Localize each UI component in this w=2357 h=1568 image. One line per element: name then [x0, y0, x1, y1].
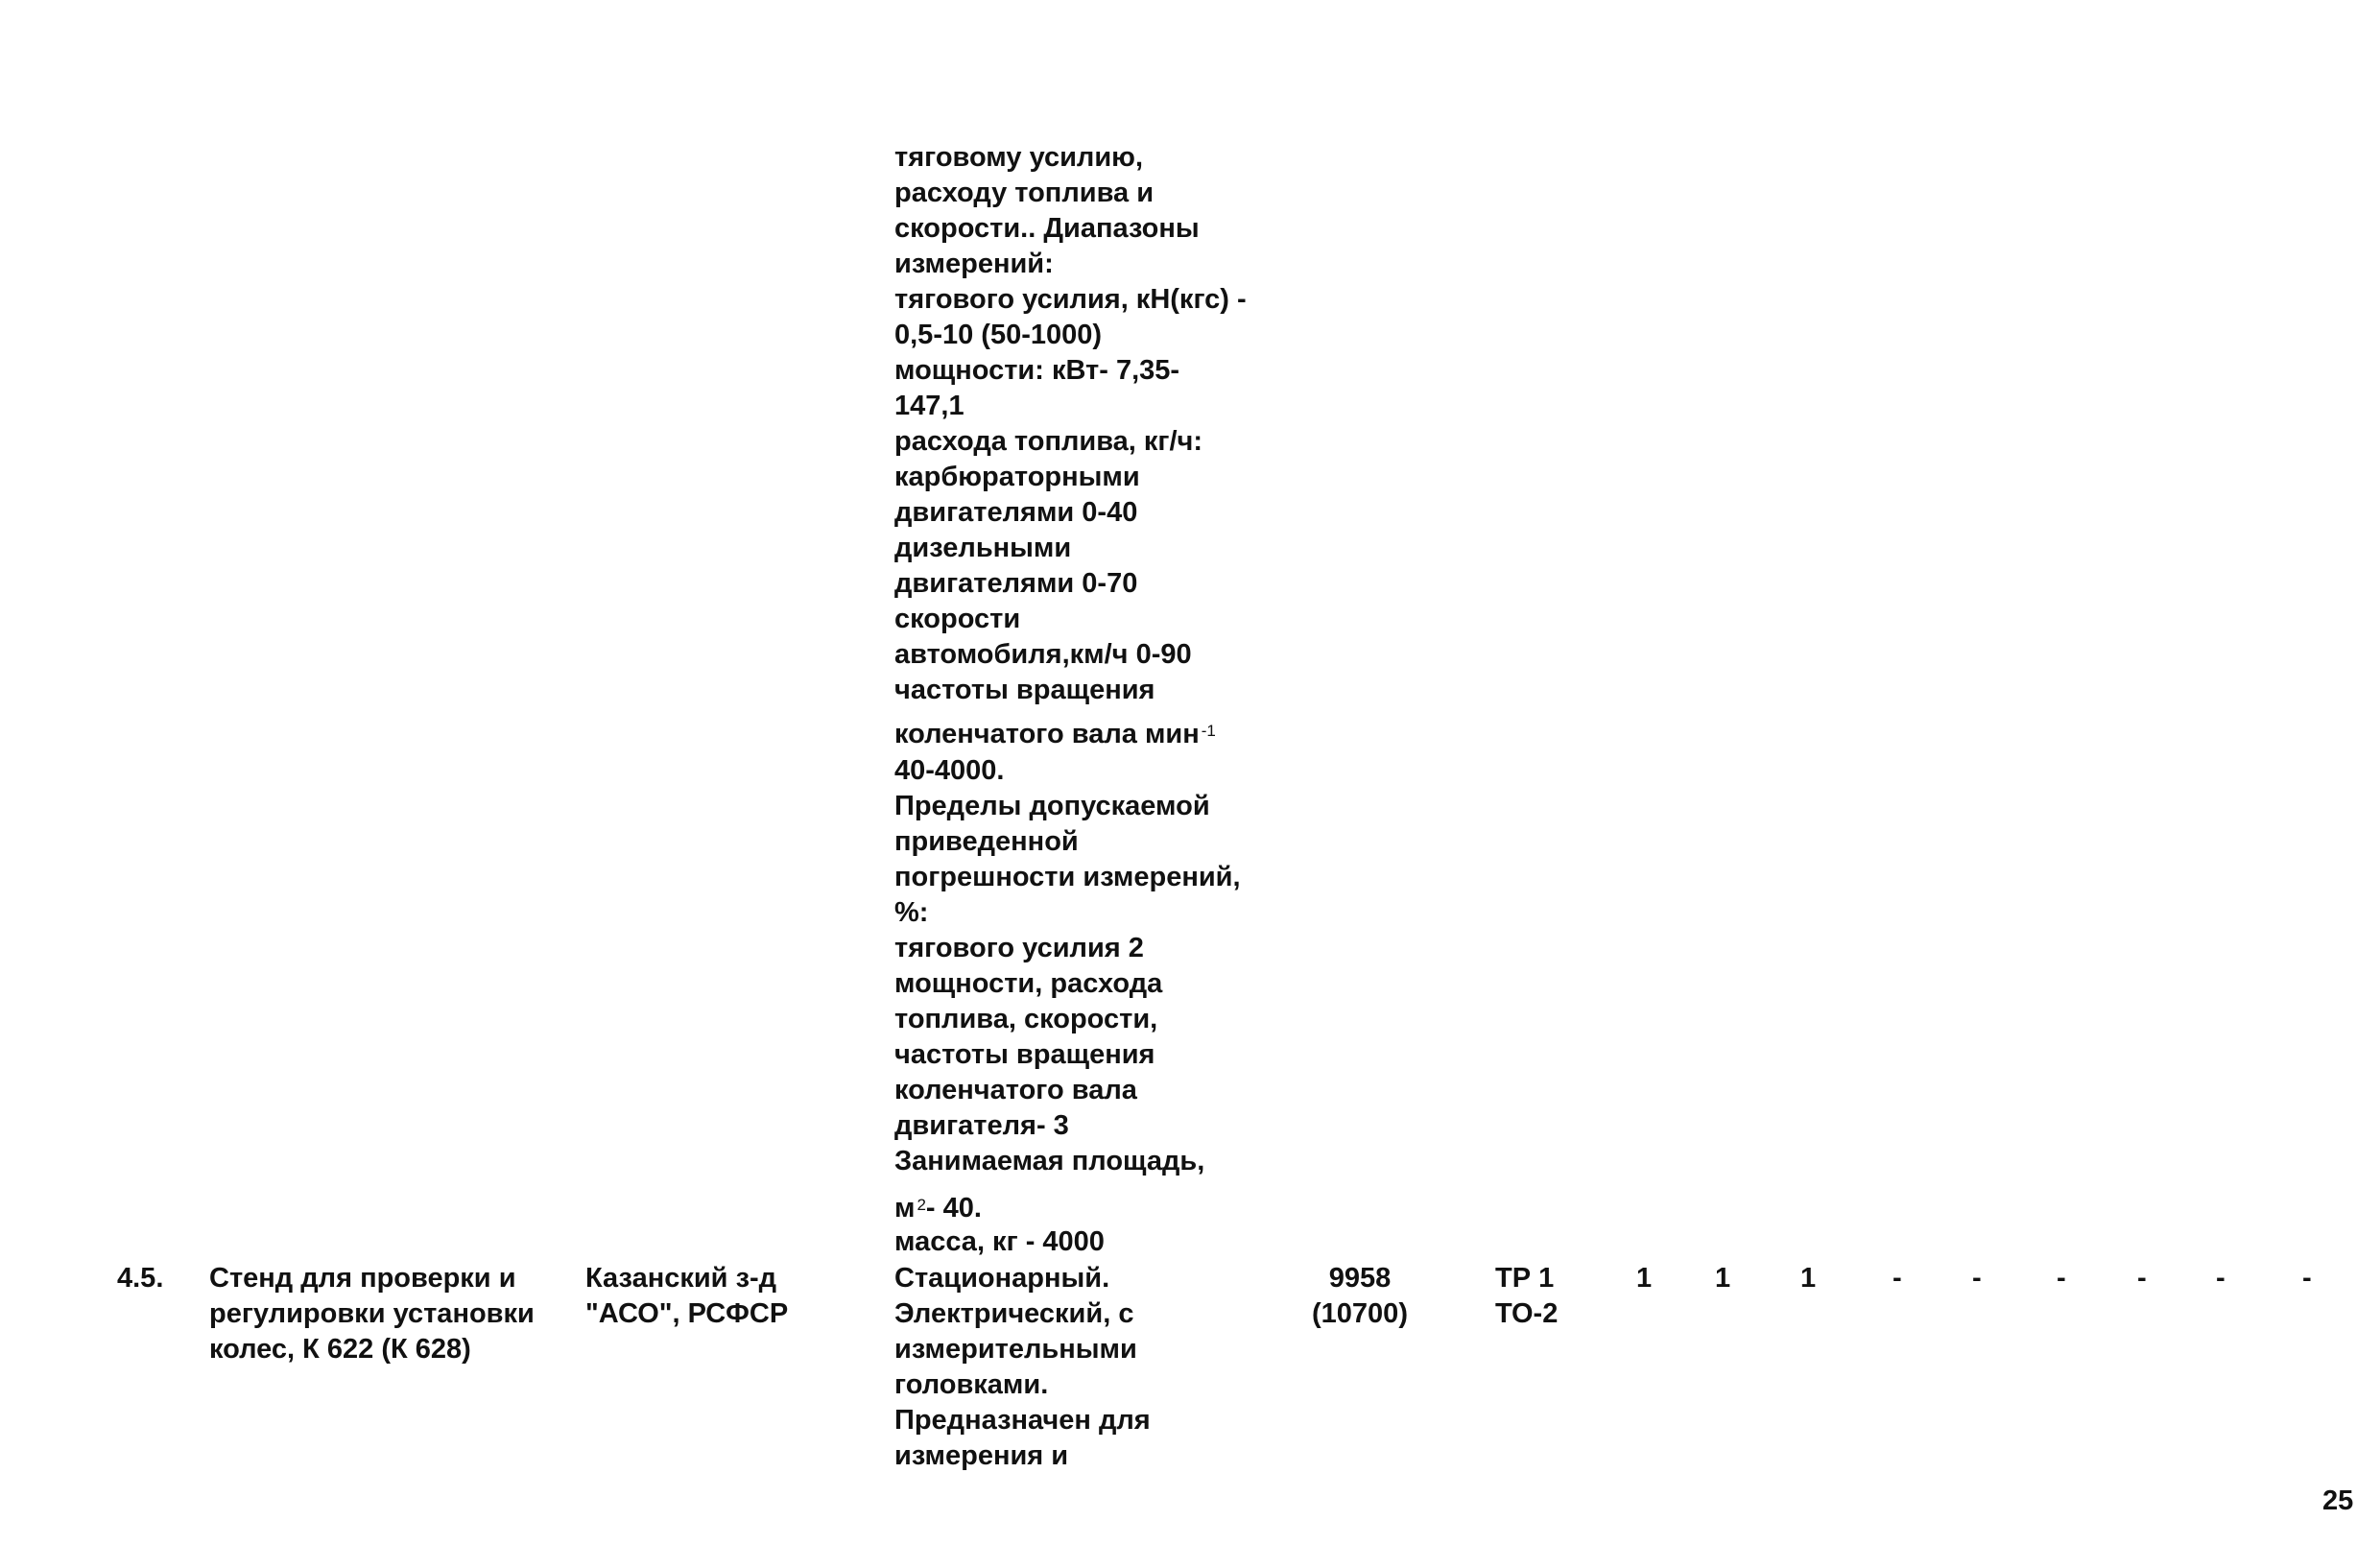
area-unit: м — [894, 1193, 916, 1224]
description-continued-block-2 — [894, 753, 1241, 1179]
description-line: двигателями 0-40 — [894, 497, 1138, 528]
description-line: скорости.. Диапазоны — [894, 213, 1200, 244]
description-line: дизельными — [894, 533, 1072, 563]
description-line: расхода топлива, кг/ч: — [894, 426, 1203, 457]
description-continued-block — [894, 140, 1247, 708]
description-line: коленчатого вала — [894, 1075, 1137, 1105]
description-line: частоты вращения — [894, 1039, 1155, 1070]
description-line: тягового усилия 2 — [894, 933, 1144, 963]
description-line: мощности, расхода — [894, 968, 1163, 999]
dash-cell: - — [2302, 1263, 2312, 1294]
description-line: измерений: — [894, 249, 1054, 279]
dash-cell: - — [1893, 1263, 1902, 1294]
qty-cell: 1 — [1636, 1263, 1653, 1294]
description-line: мощности: кВт- 7,35- — [894, 355, 1180, 386]
description-line: Пределы допускаемой — [894, 791, 1210, 821]
description-line: тягового усилия, кН(кгс) - — [894, 284, 1247, 315]
equipment-name — [209, 1261, 535, 1367]
description-line: 0,5-10 (50-1000) — [894, 320, 1103, 350]
description-line: измерительными — [894, 1334, 1137, 1365]
unit-superscript: -1 — [1201, 722, 1216, 740]
description-line: тяговому усилию, — [894, 142, 1144, 173]
description-line: топлива, скорости, — [894, 1004, 1158, 1034]
description-line: %: — [894, 897, 929, 928]
application — [1495, 1261, 1558, 1332]
area-value: - 40. — [925, 1193, 982, 1224]
area-line — [894, 1191, 982, 1226]
mass-line: масса, кг - 4000 — [894, 1226, 1105, 1257]
description-line: 40-4000. — [894, 755, 1005, 786]
description-line: частоты вращения — [894, 675, 1155, 705]
manufacturer-line: "АСО", РСФСР — [585, 1298, 789, 1329]
row-number: 4.5. — [117, 1263, 164, 1294]
area-superscript: 2 — [917, 1196, 926, 1214]
description-line: Стационарный. — [894, 1263, 1110, 1294]
equipment-name-line: Стенд для проверки и — [209, 1263, 516, 1294]
application-line: ТО-2 — [1495, 1298, 1559, 1329]
description-line: измерения и — [894, 1440, 1069, 1471]
crankshaft-speed-line — [894, 717, 1216, 752]
description-line: Занимаемая площадь, — [894, 1146, 1205, 1176]
application-line: ТР 1 — [1495, 1263, 1555, 1294]
dash-cell: - — [2057, 1263, 2066, 1294]
dash-cell: - — [2216, 1263, 2226, 1294]
equipment-name-line: колес, К 622 (К 628) — [209, 1334, 471, 1365]
dash-cell: - — [1972, 1263, 1982, 1294]
manufacturer — [585, 1261, 788, 1332]
description-line: 147,1 — [894, 391, 964, 421]
description-line: скорости — [894, 604, 1021, 634]
price-line: 9958 — [1328, 1263, 1392, 1294]
description-line: карбюраторными — [894, 462, 1140, 492]
price — [1298, 1261, 1422, 1332]
qty-cell: 1 — [1800, 1263, 1817, 1294]
equipment-name-line: регулировки установки — [209, 1298, 535, 1329]
description-line: головками. — [894, 1369, 1049, 1400]
crankshaft-speed-text: коленчатого вала мин — [894, 719, 1200, 749]
description-line: двигателями 0-70 — [894, 568, 1138, 599]
description-line: Предназначен для — [894, 1405, 1151, 1436]
description-line: расходу топлива и — [894, 178, 1155, 208]
page-number: 25 — [2322, 1485, 2354, 1516]
dash-cell: - — [2137, 1263, 2147, 1294]
description-line: приведенной — [894, 826, 1079, 857]
description-line: погрешности измерений, — [894, 862, 1241, 892]
description-line: Электрический, с — [894, 1298, 1134, 1329]
manufacturer-line: Казанский з-д — [585, 1263, 777, 1294]
price-line: (10700) — [1312, 1298, 1408, 1329]
qty-cell: 1 — [1715, 1263, 1731, 1294]
description-line: двигателя- 3 — [894, 1110, 1069, 1141]
equipment-description — [894, 1261, 1151, 1474]
description-line: автомобиля,км/ч 0-90 — [894, 639, 1192, 670]
